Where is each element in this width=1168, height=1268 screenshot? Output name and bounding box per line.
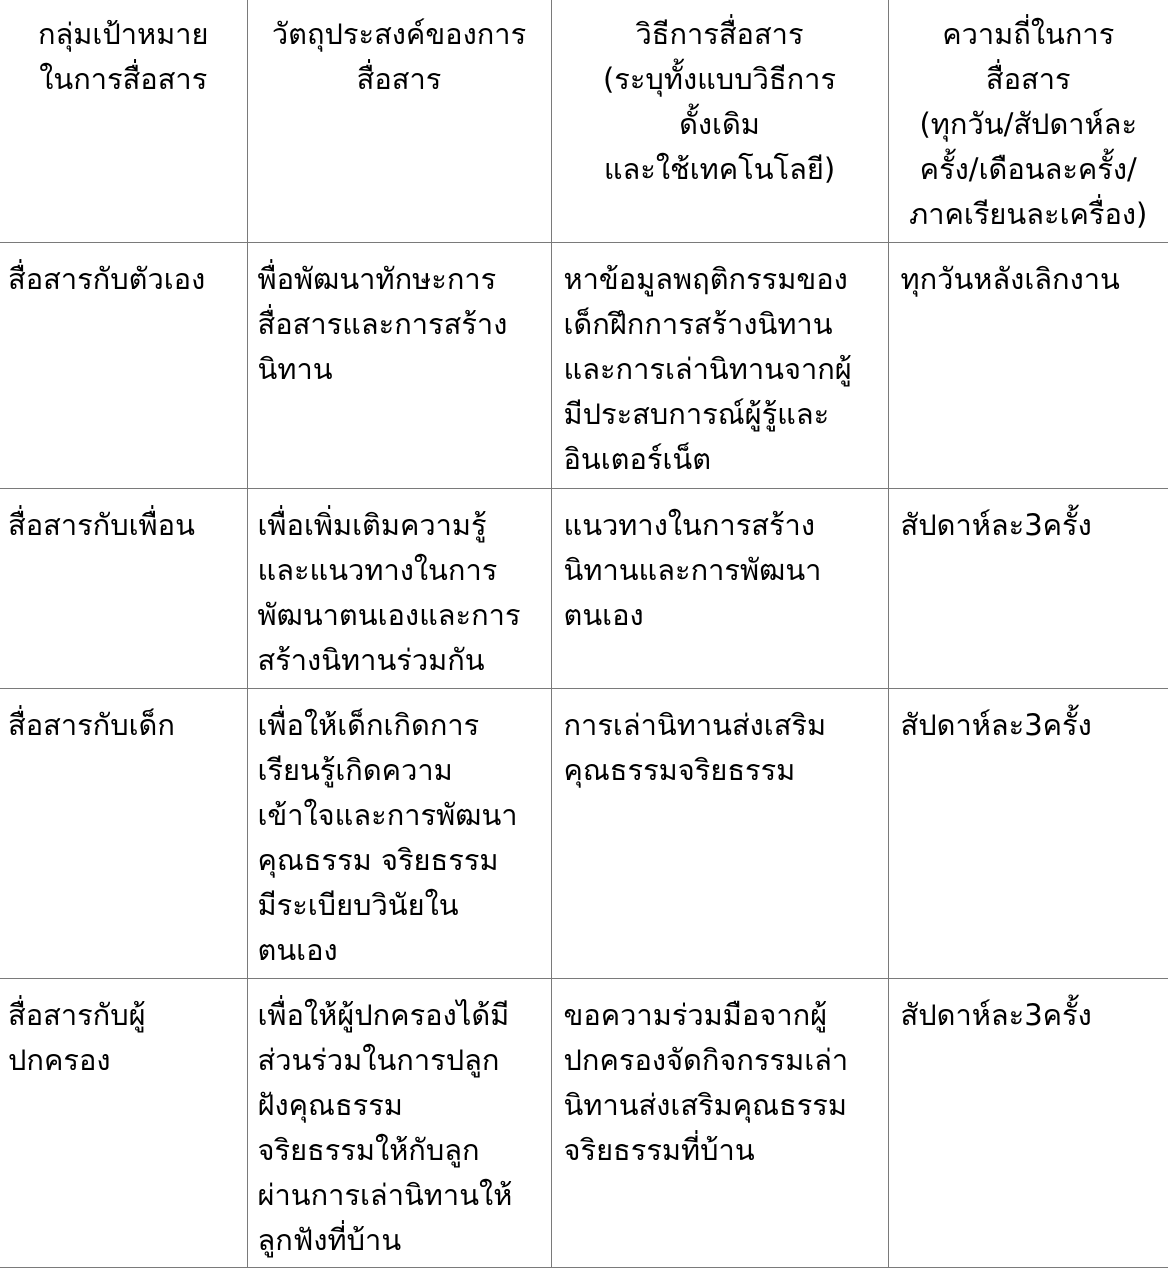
header-frequency: ความถี่ในการ สื่อสาร (ทุกวัน/สัปดาห์ละ ครั้ง/เดือนละครั้ง/ ภาคเรียนละเครื่อง) xyxy=(888,0,1168,242)
header-row xyxy=(0,0,1168,242)
cell-objective: พื่อพัฒนาทักษะการ สื่อสารและการสร้าง นิทาน xyxy=(247,242,551,488)
header-target-group: กลุ่มเป้าหมาย ในการสื่อสาร xyxy=(0,0,247,242)
cell-method: หาข้อมูลพฤติกรรมของ เด็กฝึกการสร้างนิทาน และการเล่านิทานจากผู้ มีประสบการณ์ผู้รู้และ อินเตอร์เน็ต xyxy=(551,242,888,488)
cell-frequency: สัปดาห์ละ3ครั้ง xyxy=(888,978,1168,1267)
cell-method: ขอความร่วมมือจากผู้ ปกครองจัดกิจกรรมเล่า นิทานส่งเสริมคุณธรรม จริยธรรมที่บ้าน xyxy=(551,978,888,1267)
table-row xyxy=(0,688,1168,978)
header-method: วิธีการสื่อสาร (ระบุทั้งแบบวิธีการ ดั้งเดิม และใช้เทคโนโลยี) xyxy=(551,0,888,242)
cell-frequency: ทุกวันหลังเลิกงาน xyxy=(888,242,1168,488)
cell-frequency: สัปดาห์ละ3ครั้ง xyxy=(888,688,1168,978)
table-row xyxy=(0,978,1168,1267)
table-row xyxy=(0,488,1168,688)
table-row xyxy=(0,242,1168,488)
cell-objective: เพื่อให้ผู้ปกครองได้มี ส่วนร่วมในการปลูก ฝังคุณธรรม จริยธรรมให้กับลูก ผ่านการเล่านิทานให้ ลูกฟังที่บ้าน xyxy=(247,978,551,1267)
cell-objective: เพื่อเพิ่มเติมความรู้ และแนวทางในการ พัฒนาตนเองและการ สร้างนิทานร่วมกัน xyxy=(247,488,551,688)
cell-frequency: สัปดาห์ละ3ครั้ง xyxy=(888,488,1168,688)
cell-target: สื่อสารกับเด็ก xyxy=(0,688,247,978)
cell-method: แนวทางในการสร้าง นิทานและการพัฒนา ตนเอง xyxy=(551,488,888,688)
cell-objective: เพื่อให้เด็กเกิดการ เรียนรู้เกิดความ เข้าใจและการพัฒนา คุณธรรม จริยธรรม มีระเบียบวินัยใน ตนเอง xyxy=(247,688,551,978)
cell-target: สื่อสารกับผู้ ปกครอง xyxy=(0,978,247,1267)
cell-target: สื่อสารกับตัวเอง xyxy=(0,242,247,488)
header-objective: วัตถุประสงค์ของการ สื่อสาร xyxy=(247,0,551,242)
cell-method: การเล่านิทานส่งเสริม คุณธรรมจริยธรรม xyxy=(551,688,888,978)
cell-target: สื่อสารกับเพื่อน xyxy=(0,488,247,688)
